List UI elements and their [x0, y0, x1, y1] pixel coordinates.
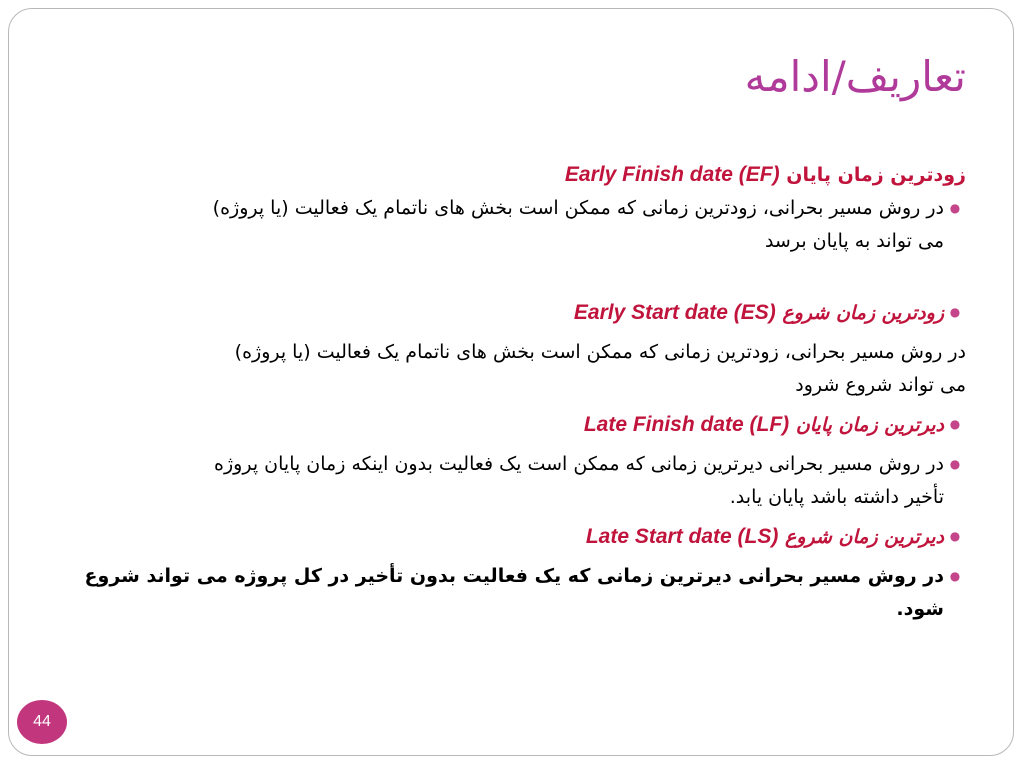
ef-description	[52, 192, 966, 258]
slide-content	[52, 158, 966, 626]
bullet-icon: ●	[949, 201, 961, 215]
es-heading-en: Early Start date (ES)	[573, 301, 776, 324]
lf-heading-en: Late Finish date (LF)	[583, 413, 790, 436]
es-heading	[52, 296, 966, 330]
lf-description	[52, 448, 966, 514]
bullet-icon: ●	[949, 457, 961, 471]
slide-title: تعاریف/ادامه	[744, 52, 966, 101]
ls-description	[52, 560, 966, 626]
lf-heading-fa: دیرترین زمان پایان	[795, 414, 944, 436]
bullet-icon: ●	[949, 417, 961, 431]
lf-desc-line1: در روش مسیر بحرانی دیرترین زمانی که ممکن است یک فعالیت بدون اینکه زمان پایان پروژه	[214, 453, 944, 475]
es-desc-line2: می تواند شروع شرود	[795, 374, 966, 396]
ef-desc-line2: می تواند به پایان برسد	[764, 230, 944, 252]
es-description	[52, 336, 966, 402]
ls-heading-en: Late Start date (LS)	[585, 525, 779, 548]
bullet-icon: ●	[949, 569, 961, 583]
ls-heading	[52, 520, 966, 554]
ls-desc-line1: در روش مسیر بحرانی دیرترین زمانی که یک فعالیت بدون تأخیر در کل پروژه می تواند شروع	[84, 565, 944, 587]
ls-heading-fa: دیرترین زمان شروع	[785, 526, 944, 548]
lf-desc-line2: تأخیر داشته باشد پایان یابد.	[729, 486, 944, 508]
ef-heading-fa: زودترین زمان پایان	[786, 164, 966, 186]
ef-heading	[52, 158, 966, 192]
ls-desc-line2: شود.	[896, 598, 944, 620]
ef-heading-en: Early Finish date (EF)	[564, 163, 780, 186]
es-desc-line1: در روش مسیر بحرانی، زودترین زمانی که ممکن است بخش های ناتمام یک فعالیت (یا پروژه)	[234, 341, 966, 363]
es-heading-fa: زودترین زمان شروع	[782, 302, 944, 324]
lf-heading	[52, 408, 966, 442]
page-number-badge: 44	[17, 700, 67, 744]
bullet-icon: ●	[949, 305, 961, 319]
ef-desc-line1: در روش مسیر بحرانی، زودترین زمانی که ممکن است بخش های ناتمام یک فعالیت (یا پروژه)	[212, 197, 944, 219]
bullet-icon: ●	[949, 529, 961, 543]
